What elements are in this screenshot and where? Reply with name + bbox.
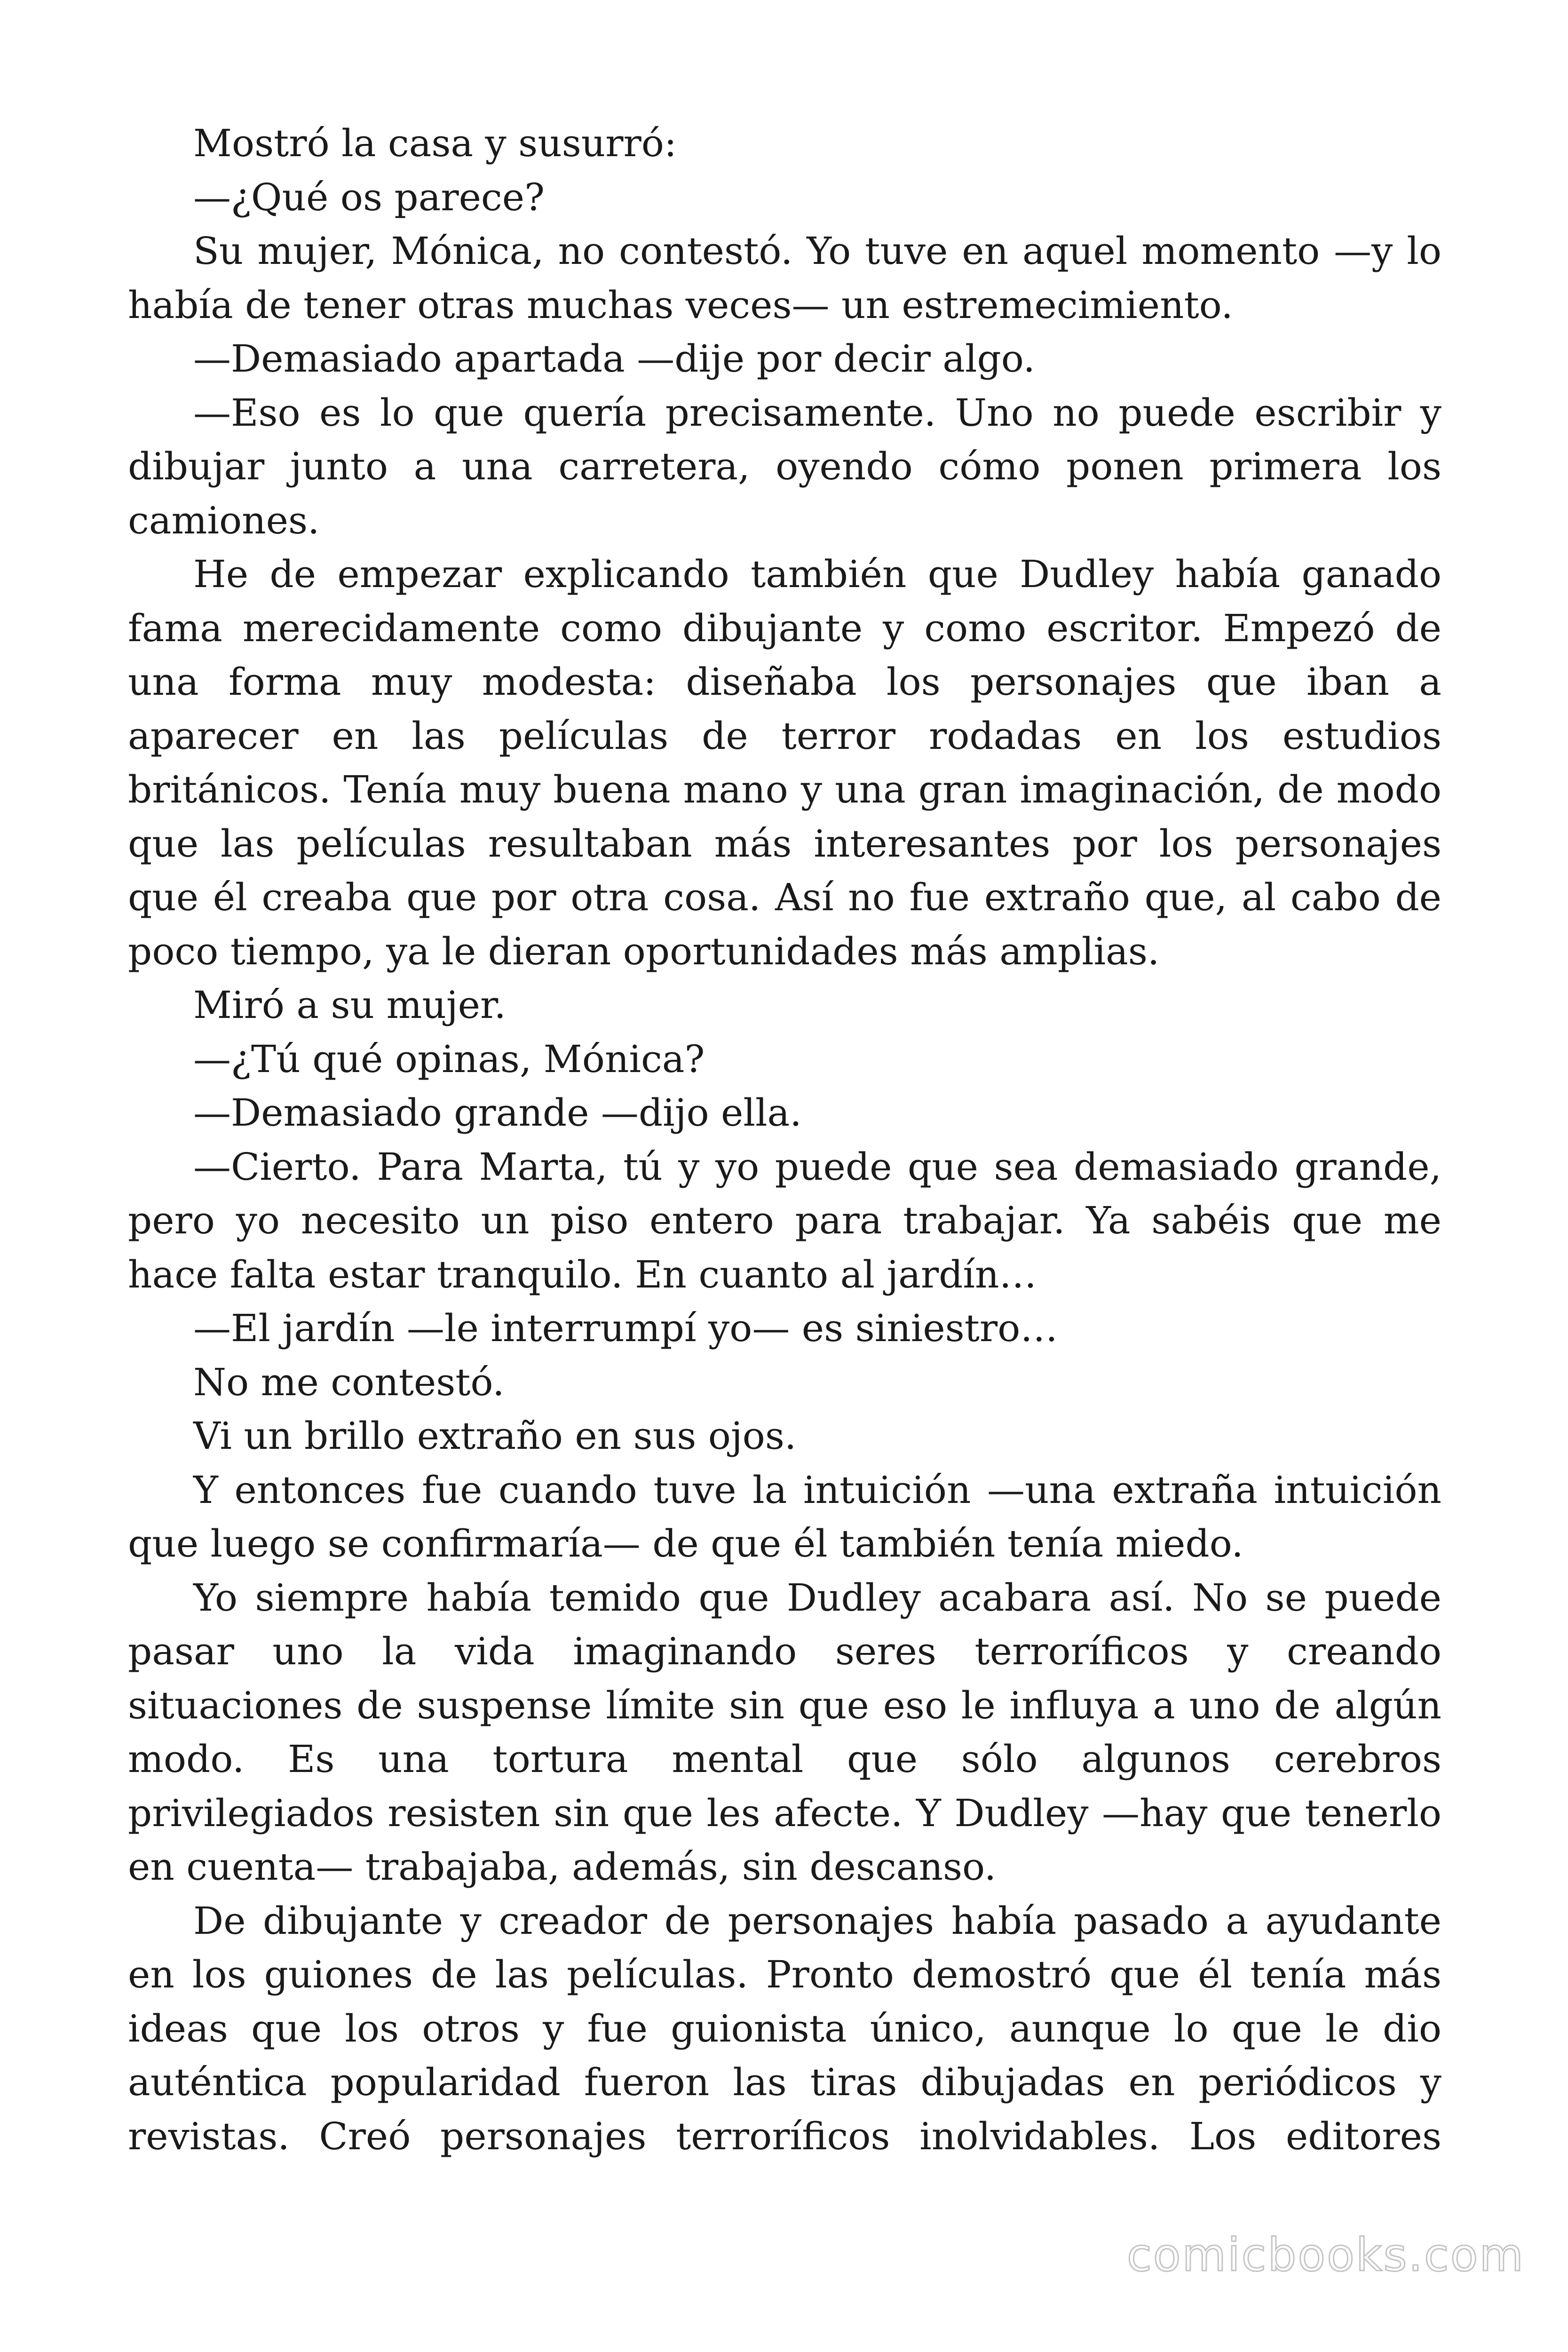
paragraph-last: De dibujante y creador de personajes había pasado a ayudante en los guiones de las películas. Pronto demostró que él tenía más ideas que los otros y fue guionista único, aunque lo que le dio auténtica popularidad fueron las tiras dibujadas en periódicos y revistas. Creó personajes terroríficos inolvidables. Los editores — [128, 1899, 1441, 2158]
book-page-text — [128, 117, 1441, 2163]
paragraph: —Demasiado grande —dijo ella. — [193, 1091, 802, 1135]
paragraph: Y entonces fue cuando tuve la intuición —una extraña intuición que luego se confirmaría— de que él también tenía miedo. — [128, 1468, 1441, 1565]
paragraph: No me contestó. — [193, 1360, 505, 1404]
paragraph: —Demasiado apartada —dije por decir algo. — [193, 337, 1035, 381]
paragraph: Miró a su mujer. — [193, 983, 506, 1027]
watermark: comicbooks.com — [1126, 2229, 1525, 2281]
paragraph: Yo siempre había temido que Dudley acabara así. No se puede pasar uno la vida imaginando seres terroríficos y creando situaciones de suspense límite sin que eso le influya a uno de algún modo. Es una tortura mental que sólo algunos cerebros privilegiados resisten sin que les afecte. Y Dudley —hay que tenerlo en cuenta— trabajaba, además, sin descanso. — [128, 1575, 1441, 1889]
paragraph: He de empezar explicando también que Dudley había ganado fama merecidamente como dibujante y como escritor. Empezó de una forma muy modesta: diseñaba los personajes que iban a aparecer en las películas de terror rodadas en los estudios británicos. Tenía muy buena mano y una gran imaginación, de modo que las películas resultaban más interesantes por los personajes que él creaba que por otra cosa. Así no fue extraño que, al cabo de poco tiempo, ya le dieran oportunidades más amplias. — [128, 552, 1441, 973]
paragraph: —Eso es lo que quería precisamente. Uno no puede escribir y dibujar junto a una carretera, oyendo cómo ponen primera los camiones. — [128, 390, 1441, 542]
paragraph: —¿Qué os parece? — [193, 175, 545, 219]
paragraph: —Cierto. Para Marta, tú y yo puede que sea demasiado grande, pero yo necesito un piso entero para trabajar. Ya sabéis que me hace falta estar tranquilo. En cuanto al jardín… — [128, 1144, 1441, 1296]
paragraph: —¿Tú qué opinas, Mónica? — [193, 1037, 705, 1081]
paragraph: Su mujer, Mónica, no contestó. Yo tuve en aquel momento —y lo había de tener otras muchas veces— un estremecimiento. — [128, 229, 1441, 327]
paragraph: Vi un brillo extraño en sus ojos. — [193, 1414, 797, 1458]
paragraph: —El jardín —le interrumpí yo— es siniestro… — [193, 1306, 1058, 1350]
paragraph: Mostró la casa y susurró: — [193, 121, 677, 165]
